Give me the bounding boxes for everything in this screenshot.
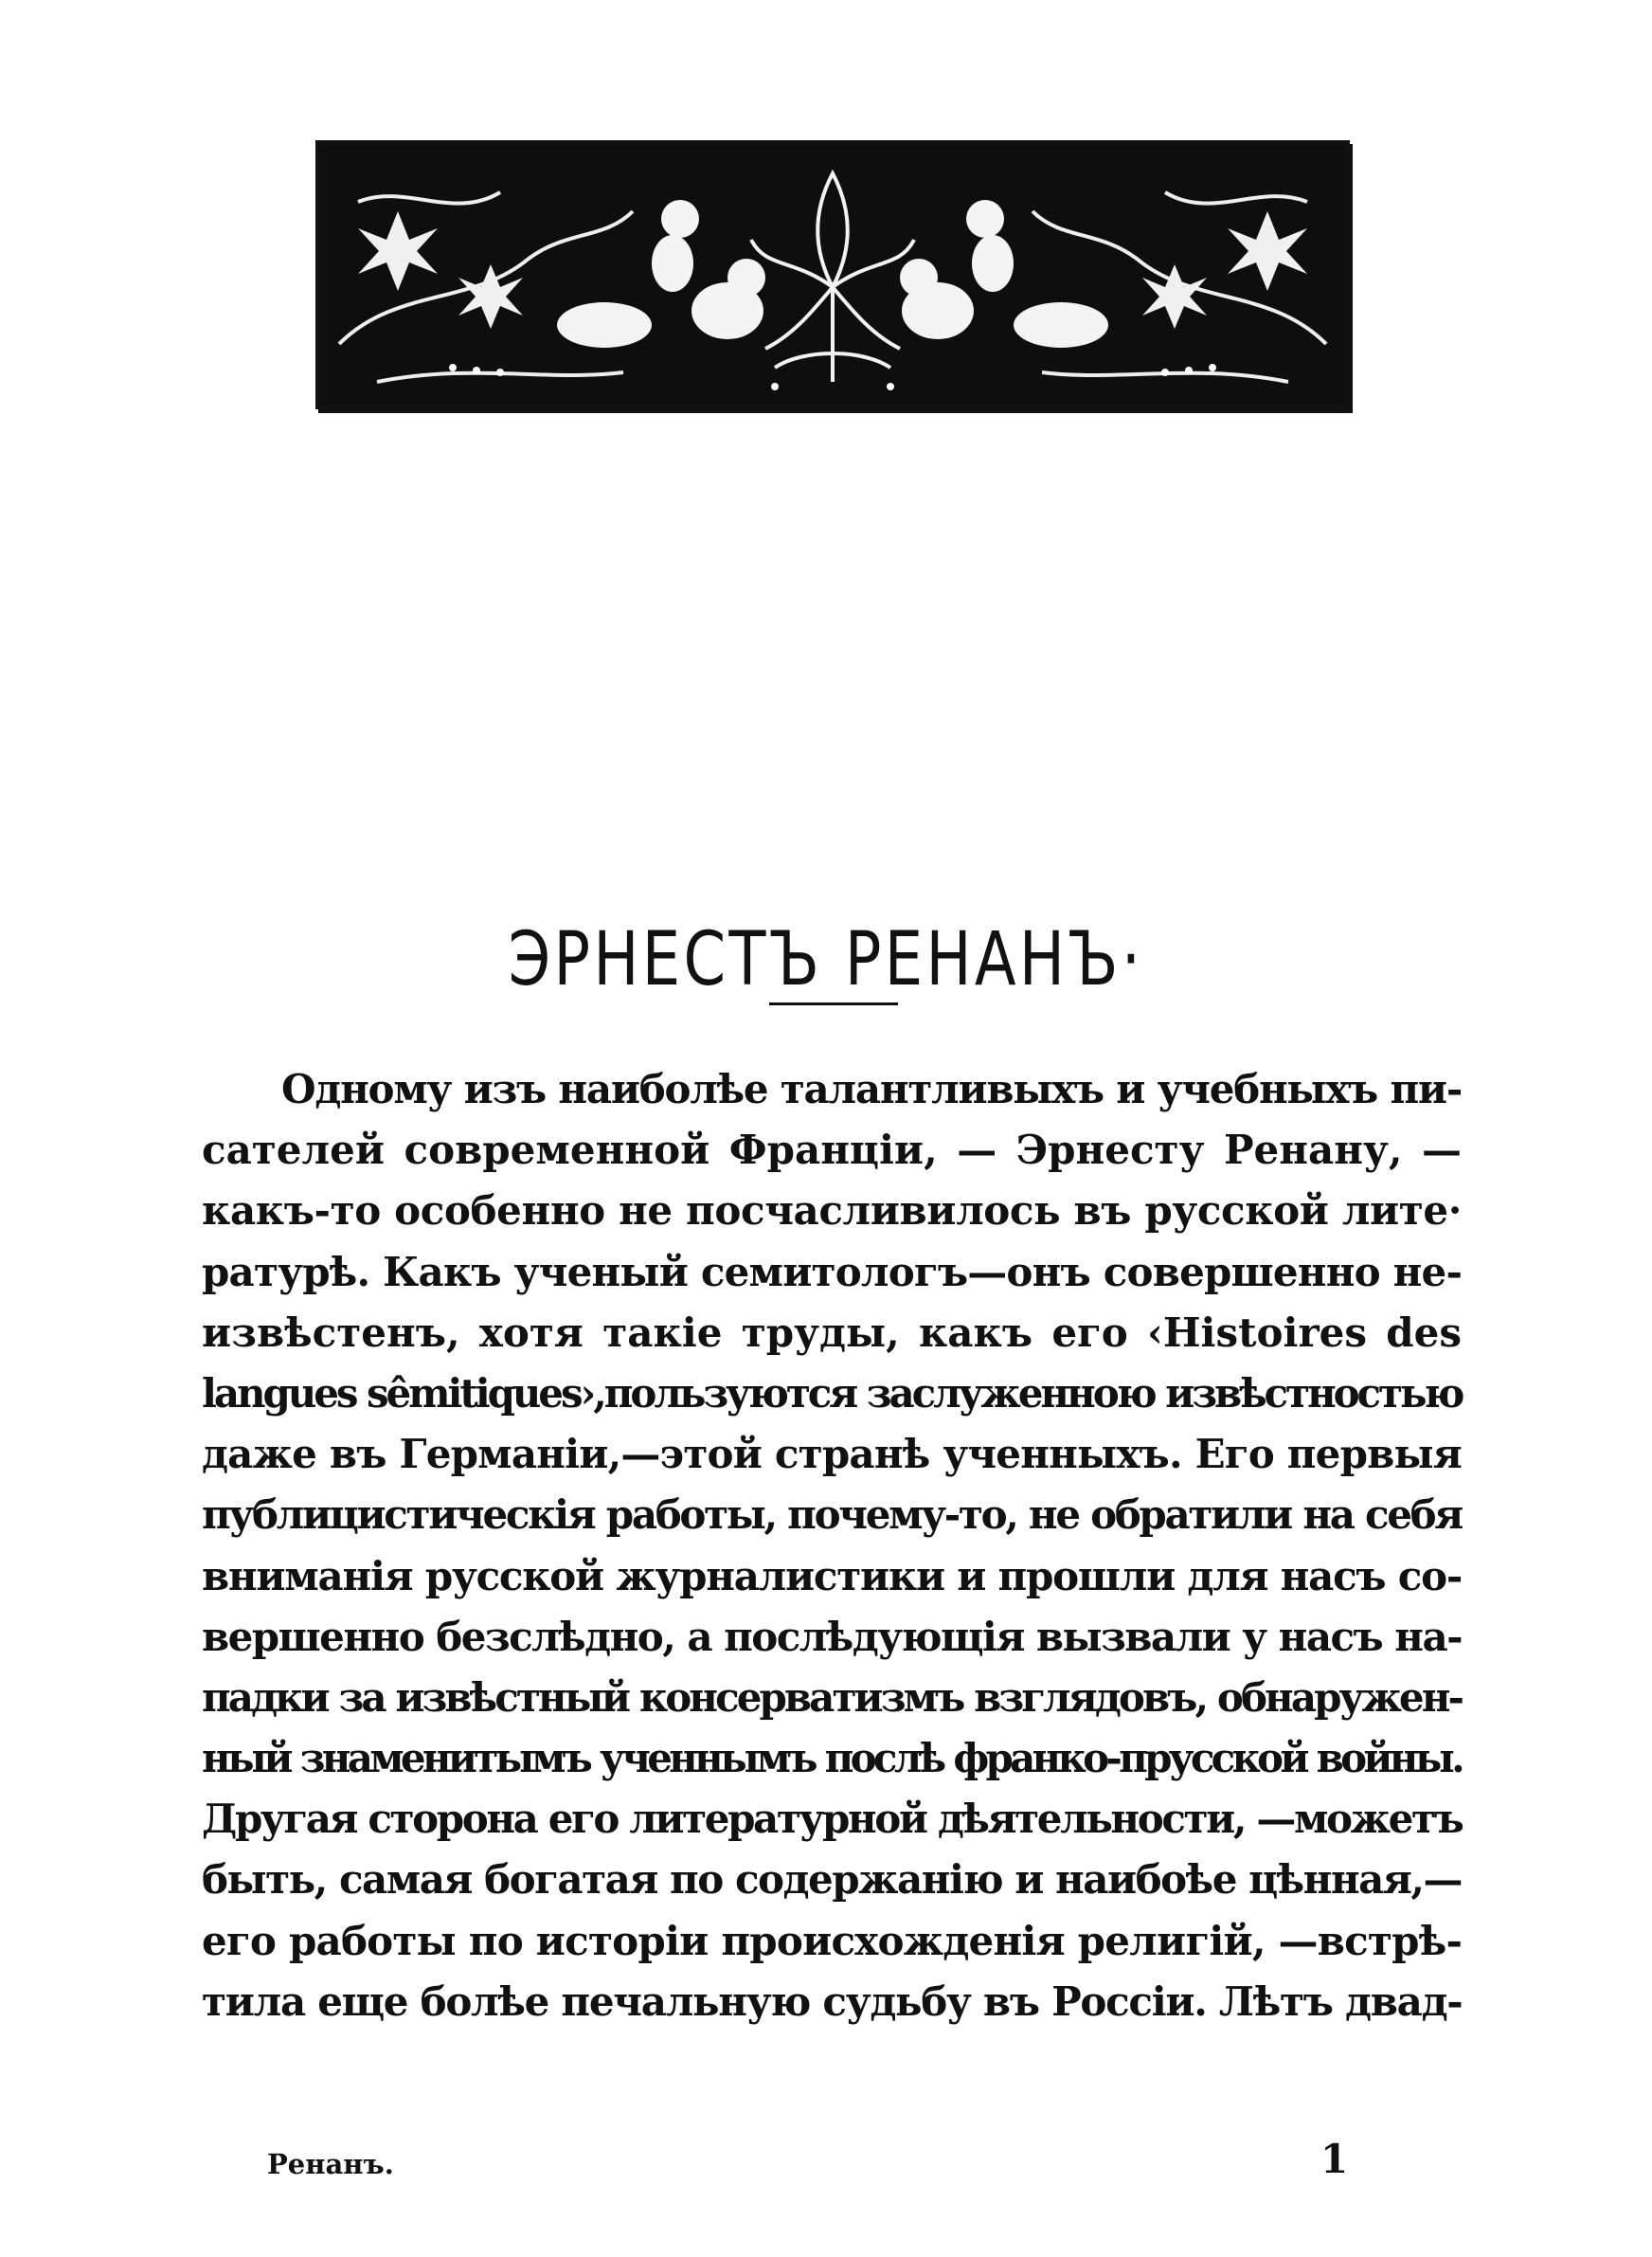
text-line: вниманія русской журналистики и прошли для насъ со- [202,1552,1462,1599]
text-line: публицистическія работы, почему-то, не обратили на себя [202,1491,1462,1539]
page-number: 1 [1320,2136,1349,2182]
text-line: извѣстенъ, хотя такіе труды, какъ его ‹Histoires des [202,1309,1462,1356]
text-line: тила еще болѣе печальную судьбу въ Россіи. Лѣтъ двад- [202,1977,1463,2025]
body-paragraph [202,1059,1462,2032]
text-line: его работы по исторіи происхожденія религій, —встрѣ- [202,1917,1463,1964]
text-line: какъ-то особенно не посчасливилось въ русской лите· [202,1187,1462,1235]
text-line: даже въ Германіи,—этой странѣ ученныхъ. Его первыя [202,1431,1462,1478]
text-line: langues sêmitiques›,пользуются заслуженною извѣстностью [202,1369,1463,1417]
text-line: ный знаменитымъ ученнымъ послѣ франко-прусской войны. [202,1735,1462,1782]
text-line: ратурѣ. Какъ ученый семитологъ—онъ совершенно не- [202,1248,1463,1295]
ornamental-headpiece [315,140,1350,409]
text-line: вершенно безслѣдно, а послѣдующія вызвали у насъ на- [202,1613,1462,1660]
text-line: Другая сторона его литературной дѣятельности, —можетъ [202,1796,1463,1843]
chapter-title: ЭРНЕСТЪ РЕНАНЪ· [508,917,1144,1003]
footer-signature: Ренанъ. [267,2148,394,2180]
headpiece-ornament-icon [320,145,1345,405]
text-line: сателей современной Франціи, — Эрнесту Ренану, — [202,1127,1462,1174]
text-line: Одному изъ наиболѣе талантливыхъ и учебныхъ пи- [281,1066,1462,1112]
text-line: быть, самая богатая по содержанію и наибоѣе цѣнная,— [202,1856,1462,1904]
title-divider [769,1002,898,1005]
text-line: падки за извѣстный консерватизмъ взглядовъ, обнаружен- [202,1673,1462,1721]
